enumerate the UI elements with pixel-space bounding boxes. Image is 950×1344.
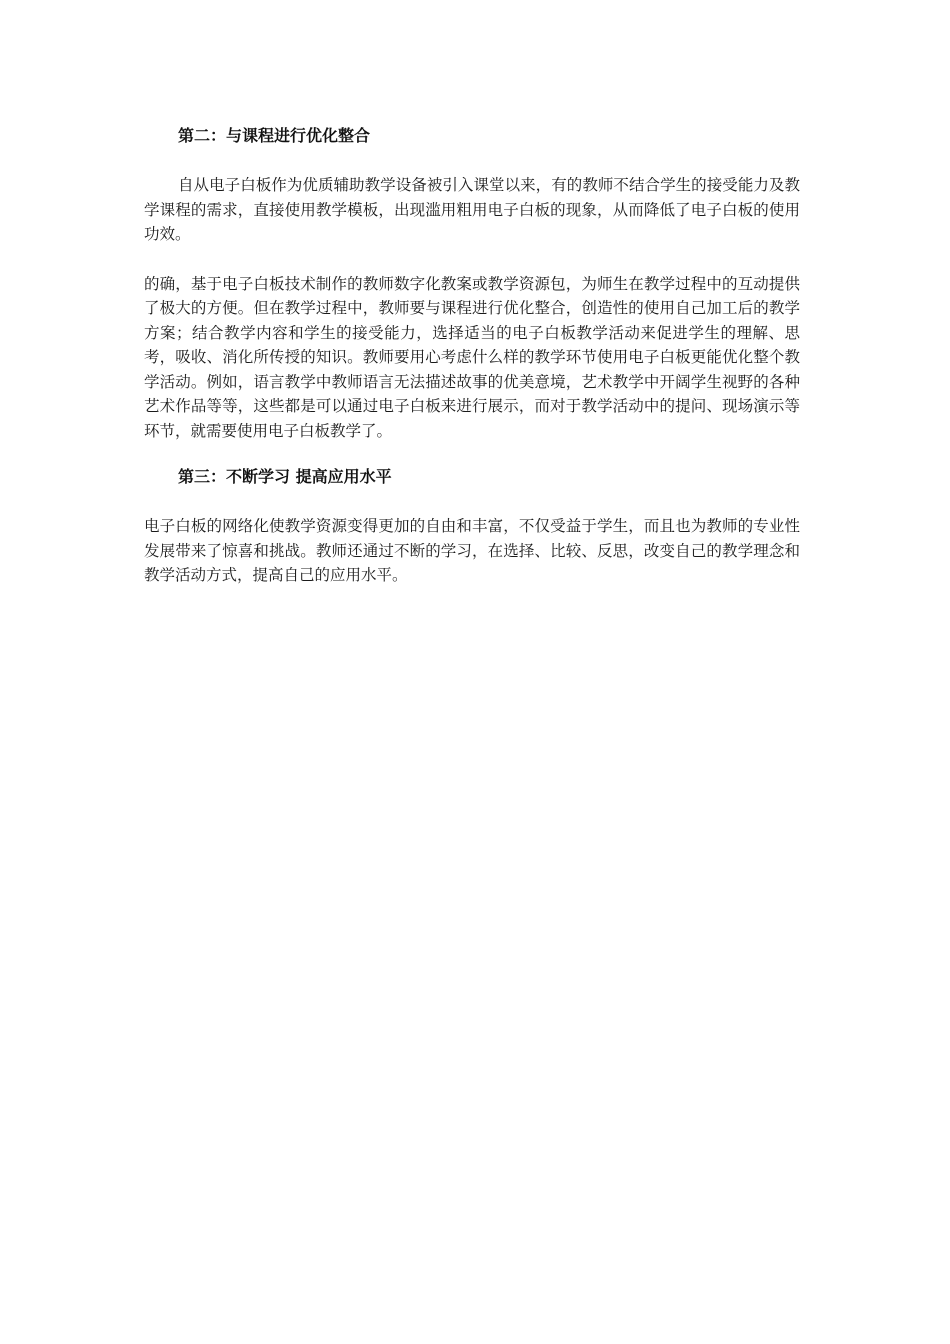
paragraph-detail: 的确，基于电子白板技术制作的教师数字化教案或教学资源包，为师生在教学过程中的互动提供了极大的方便。但在教学过程中，教师要与课程进行优化整合，创造性的使用自己加工后的教学方案；结合教学内容和学生的接受能力，选择适当的电子白板教学活动来促进学生的理解、思考，吸收、消化所传授的知识。教师要用心考虑什么样的教学环节使用电子白板更能优化整个教学活动。例如，语言教学中教师语言无法描述故事的优美意境，艺术教学中开阔学生视野的各种艺术作品等等，这些都是可以通过电子白板来进行展示，而对于教学活动中的提问、现场演示等环节，就需要使用电子白板教学了。 bbox=[144, 274, 800, 440]
paragraph-intro: 自从电子白板作为优质辅助教学设备被引入课堂以来，有的教师不结合学生的接受能力及教学课程的需求，直接使用教学模板，出现滥用粗用电子白板的现象，从而降低了电子白板的使用功效。 bbox=[144, 176, 800, 243]
document-body bbox=[144, 124, 800, 588]
section-heading-2: 第二：与课程进行优化整合 bbox=[178, 126, 371, 145]
paragraph-learning: 电子白板的网络化使教学资源变得更加的自由和丰富，不仅受益于学生，而且也为教师的专业性发展带来了惊喜和挑战。教师还通过不断的学习，在选择、比较、反思，改变自己的教学理念和教学活动方式，提高自己的应用水平。 bbox=[144, 517, 800, 584]
section-heading-3: 第三：不断学习 提高应用水平 bbox=[178, 467, 392, 486]
